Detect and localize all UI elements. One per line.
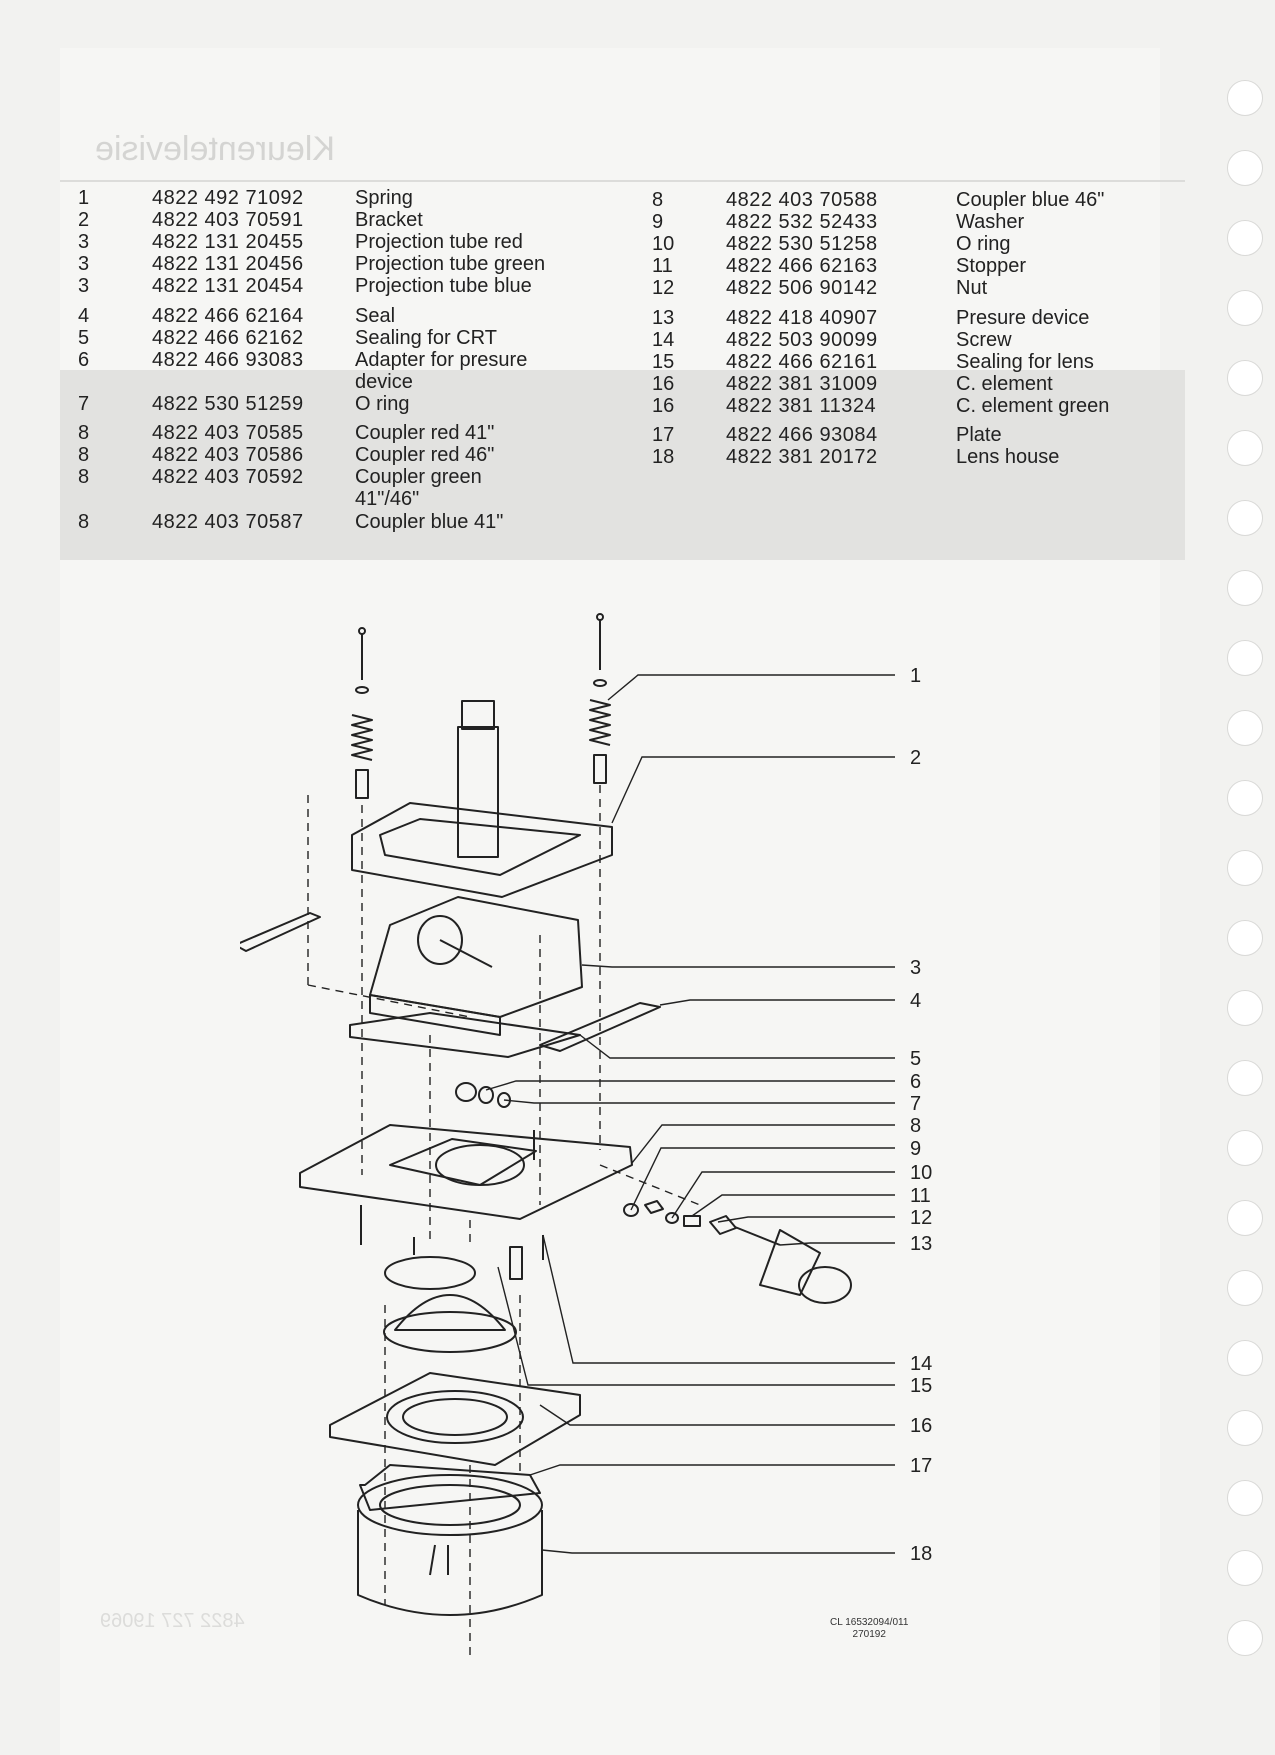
leader-line <box>542 1550 895 1553</box>
part-number: 4822 131 20456 <box>152 253 304 275</box>
part-number: 4822 403 70588 <box>726 189 878 211</box>
leader-line <box>530 1465 895 1475</box>
alignment-lines <box>308 785 700 1655</box>
binder-hole <box>1227 1410 1263 1446</box>
part-number: 4822 466 62163 <box>726 255 878 277</box>
bracket <box>352 701 612 897</box>
item-number: 3 <box>78 231 90 253</box>
bleed-through-footer: 4822 727 19069 <box>100 1610 245 1632</box>
leader-line <box>692 1195 895 1216</box>
item-number: 7 <box>78 393 90 415</box>
screw-left <box>356 628 368 693</box>
item-number: 9 <box>652 211 664 233</box>
item-number: 16 <box>652 373 675 395</box>
callout-number: 10 <box>910 1162 933 1184</box>
part-number: 4822 403 70591 <box>152 209 304 231</box>
part-number: 4822 381 20172 <box>726 446 878 468</box>
part-description: C. element green <box>956 395 1110 417</box>
part-description: Spring <box>355 187 413 209</box>
callout-number: 5 <box>910 1048 922 1070</box>
callout-number: 17 <box>910 1455 933 1477</box>
binder-hole <box>1227 1270 1263 1306</box>
item-number: 13 <box>652 307 675 329</box>
screw-right <box>594 614 606 686</box>
part-number: 4822 131 20455 <box>152 231 304 253</box>
leader-line <box>608 675 895 700</box>
callout-number: 16 <box>910 1415 933 1437</box>
part-number: 4822 466 62162 <box>152 327 304 349</box>
part-number: 4822 403 70586 <box>152 444 304 466</box>
adapter-oring <box>456 1083 510 1107</box>
binder-hole <box>1227 1340 1263 1376</box>
part-description: Projection tube green <box>355 253 546 275</box>
part-number: 4822 466 62164 <box>152 305 304 327</box>
part-description: Seal <box>355 305 396 327</box>
leader-line <box>582 965 895 967</box>
callout-number: 12 <box>910 1207 933 1229</box>
part-description: Sealing for lens <box>956 351 1094 373</box>
part-number: 4822 532 52433 <box>726 211 878 233</box>
binder-hole <box>1227 990 1263 1026</box>
leader-line <box>631 1148 895 1210</box>
part-description-cont: 41"/46" <box>355 488 420 510</box>
part-number: 4822 530 51259 <box>152 393 304 415</box>
binder-hole <box>1227 360 1263 396</box>
binder-hole <box>1227 1480 1263 1516</box>
item-number: 17 <box>652 424 675 446</box>
item-number: 8 <box>78 422 90 444</box>
item-number: 15 <box>652 351 675 373</box>
binder-hole <box>1227 290 1263 326</box>
leader-line <box>612 757 895 823</box>
callout-number: 6 <box>910 1071 922 1093</box>
part-description: Adapter for presure <box>355 349 528 371</box>
item-number: 18 <box>652 446 675 468</box>
part-description: Projection tube blue <box>355 275 532 297</box>
part-description: Screw <box>956 329 1012 351</box>
item-number: 3 <box>78 275 90 297</box>
part-description: Presure device <box>956 307 1090 329</box>
part-number: 4822 466 93084 <box>726 424 878 446</box>
item-number: 16 <box>652 395 675 417</box>
item-number: 10 <box>652 233 675 255</box>
binder-hole <box>1227 850 1263 886</box>
callout-number: 3 <box>910 957 922 979</box>
binder-hole <box>1227 220 1263 256</box>
callout-number: 2 <box>910 747 922 769</box>
part-number: 4822 503 90099 <box>726 329 878 351</box>
spring-left <box>352 715 372 798</box>
part-description: Nut <box>956 277 988 299</box>
bleed-through-rule <box>60 180 1185 182</box>
leader-line <box>660 1000 895 1005</box>
part-description: Coupler red 46" <box>355 444 495 466</box>
item-number: 8 <box>78 466 90 488</box>
part-number: 4822 492 71092 <box>152 187 304 209</box>
leader-line <box>718 1217 895 1222</box>
exploded-view-drawing <box>240 605 940 1655</box>
part-description: Lens house <box>956 446 1060 468</box>
binder-hole <box>1227 80 1263 116</box>
callout-number: 1 <box>910 665 922 687</box>
binder-hole <box>1227 1620 1263 1656</box>
part-number: 4822 530 51258 <box>726 233 878 255</box>
leader-line <box>580 1035 895 1058</box>
item-number: 2 <box>78 209 90 231</box>
c-element <box>330 1373 580 1465</box>
item-number: 1 <box>78 187 90 209</box>
part-description: Coupler blue 46" <box>956 189 1105 211</box>
parts-list-left <box>78 188 558 578</box>
binder-holes <box>1205 80 1275 1700</box>
crt-sealing <box>350 1013 580 1057</box>
lens-sealing <box>385 1257 475 1289</box>
callout-number: 8 <box>910 1115 922 1137</box>
binder-hole <box>1227 500 1263 536</box>
part-number: 4822 403 70592 <box>152 466 304 488</box>
item-number: 8 <box>78 444 90 466</box>
part-number: 4822 403 70587 <box>152 511 304 533</box>
drawing-code: CL 16532094/011 <box>830 1617 909 1628</box>
part-description: Bracket <box>355 209 423 231</box>
callout-number: 4 <box>910 990 922 1012</box>
part-description: O ring <box>355 393 410 415</box>
part-description: Coupler blue 41" <box>355 511 504 533</box>
binder-hole <box>1227 150 1263 186</box>
projection-tube <box>370 897 582 1035</box>
callout-numbers <box>910 665 932 1565</box>
leader-line <box>498 1267 895 1385</box>
item-number: 4 <box>78 305 90 327</box>
binder-hole <box>1227 710 1263 746</box>
item-number: 12 <box>652 277 675 299</box>
part-description: Washer <box>956 211 1025 233</box>
part-number: 4822 466 62161 <box>726 351 878 373</box>
leader-line <box>632 1125 895 1163</box>
callout-number: 15 <box>910 1375 933 1397</box>
item-number: 8 <box>652 189 664 211</box>
leader-lines <box>486 675 895 1553</box>
item-number: 5 <box>78 327 90 349</box>
lens-dome <box>384 1295 516 1352</box>
callout-number: 13 <box>910 1233 933 1255</box>
part-description: O ring <box>956 233 1011 255</box>
part-number: 4822 381 31009 <box>726 373 878 395</box>
part-description: Coupler green <box>355 466 482 488</box>
document-code <box>830 1617 908 1641</box>
callout-number: 9 <box>910 1138 922 1160</box>
binder-hole <box>1227 1200 1263 1236</box>
bleed-through-title: Kleurentelevisie <box>95 130 336 168</box>
item-number: 11 <box>652 255 673 277</box>
part-description: C. element <box>956 373 1053 395</box>
leader-line <box>780 1243 895 1245</box>
callout-number: 7 <box>910 1093 922 1115</box>
item-number: 6 <box>78 349 90 371</box>
part-number: 4822 506 90142 <box>726 277 878 299</box>
drawing-date: 270192 <box>852 1629 886 1640</box>
leader-line <box>540 1405 895 1425</box>
binder-hole <box>1227 1060 1263 1096</box>
binder-hole <box>1227 430 1263 466</box>
callout-number: 18 <box>910 1543 933 1565</box>
part-description: Stopper <box>956 255 1027 277</box>
seal-strip <box>240 913 660 1051</box>
part-number: 4822 418 40907 <box>726 307 878 329</box>
binder-hole <box>1227 1130 1263 1166</box>
parts-list-right <box>652 190 1172 500</box>
coupler-plate <box>300 1125 632 1219</box>
callout-number: 11 <box>910 1185 931 1207</box>
part-number: 4822 466 93083 <box>152 349 304 371</box>
item-number: 14 <box>652 329 675 351</box>
leader-line <box>486 1081 895 1090</box>
binder-hole <box>1227 570 1263 606</box>
item-number: 8 <box>78 511 90 533</box>
part-number: 4822 381 11324 <box>726 395 877 417</box>
part-description: Plate <box>956 424 1002 446</box>
part-number: 4822 131 20454 <box>152 275 304 297</box>
spring-right <box>590 700 610 783</box>
part-description-cont: device <box>355 371 413 393</box>
item-number: 3 <box>78 253 90 275</box>
binder-hole <box>1227 780 1263 816</box>
callout-number: 14 <box>910 1353 933 1375</box>
leader-line <box>504 1100 895 1103</box>
part-description: Sealing for CRT <box>355 327 497 349</box>
part-number: 4822 403 70585 <box>152 422 304 444</box>
binder-hole <box>1227 640 1263 676</box>
part-description: Coupler red 41" <box>355 422 495 444</box>
binder-hole <box>1227 1550 1263 1586</box>
part-description: Projection tube red <box>355 231 523 253</box>
binder-hole <box>1227 920 1263 956</box>
